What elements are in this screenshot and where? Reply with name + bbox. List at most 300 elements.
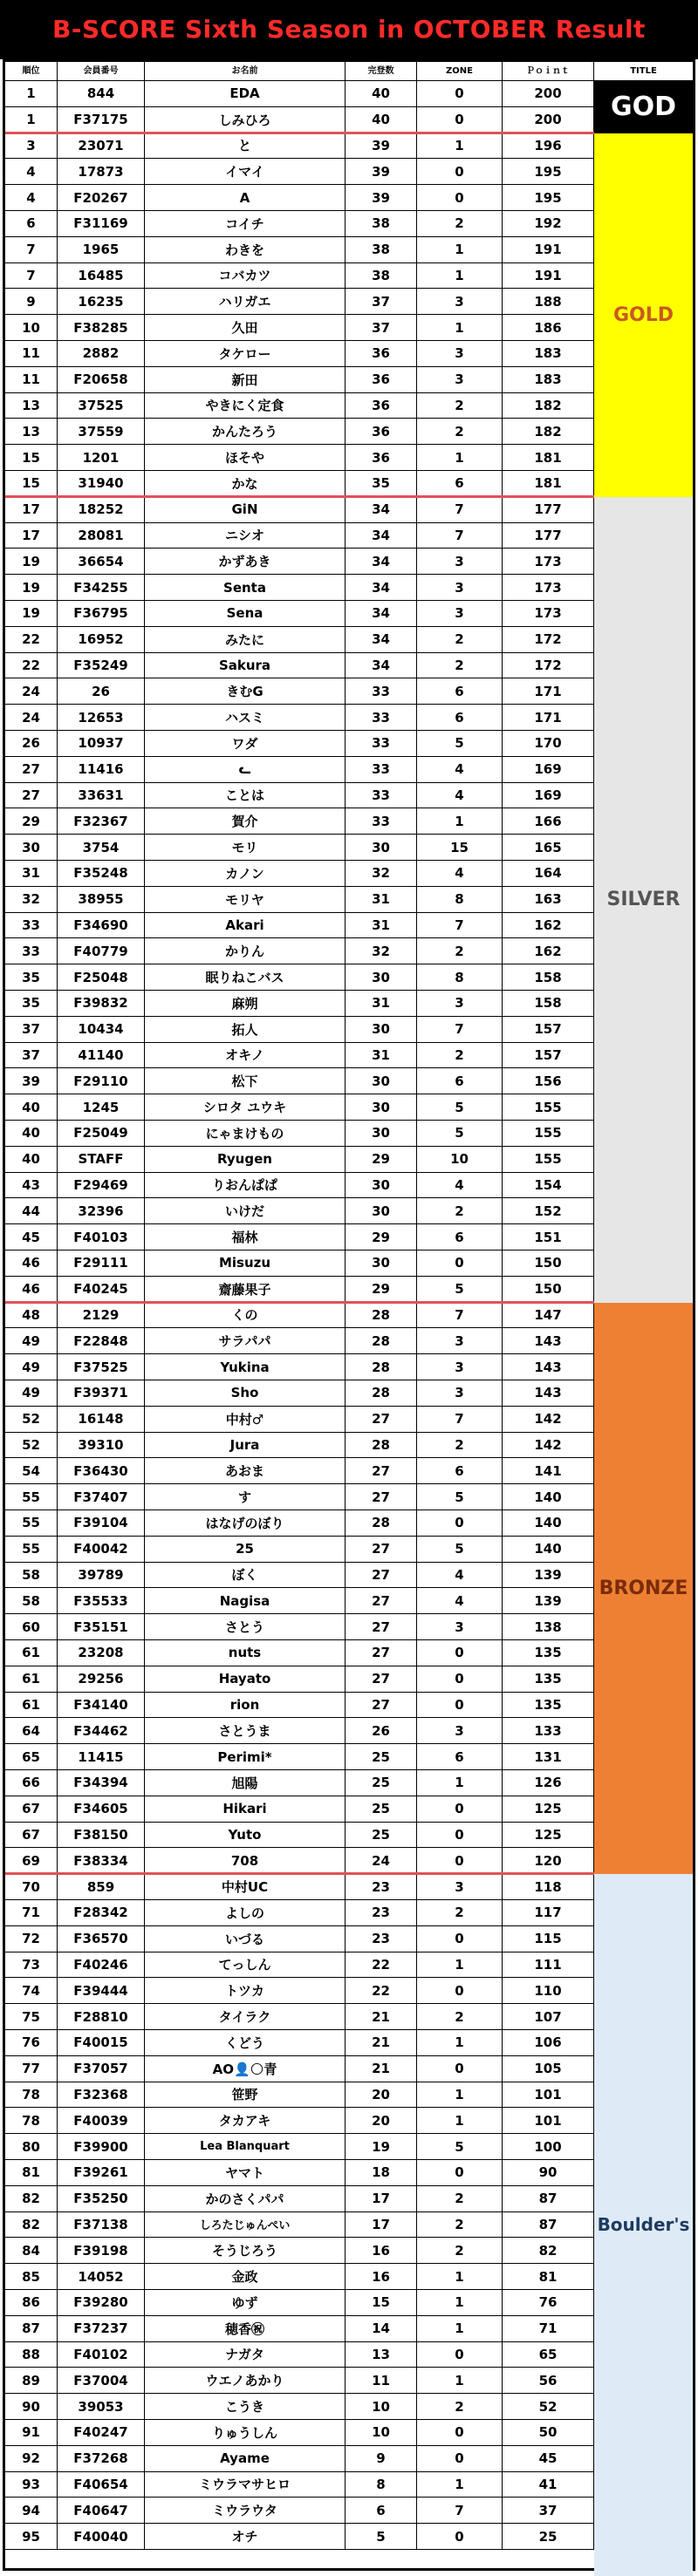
member-id-cell: 37525	[58, 393, 145, 419]
member-id-cell: F39261	[58, 2160, 145, 2185]
point-cell: 81	[503, 2264, 594, 2289]
table-row	[5, 1900, 594, 1926]
rank-cell: 17	[5, 497, 58, 522]
member-id-cell: F35533	[58, 1588, 145, 1613]
point-cell: 172	[503, 627, 594, 652]
name-cell: コイチ	[145, 211, 346, 236]
rank-cell: 27	[5, 757, 58, 782]
zone-cell: 2	[417, 1900, 503, 1925]
table-row	[5, 1068, 594, 1094]
zone-cell: 0	[417, 1693, 503, 1718]
zone-cell: 0	[417, 1978, 503, 2003]
table-row	[5, 1328, 594, 1354]
sends-cell: 5	[346, 2524, 417, 2549]
rank-cell: 95	[5, 2524, 58, 2549]
zone-cell: 6	[417, 705, 503, 730]
zone-cell: 3	[417, 1718, 503, 1743]
name-cell: タカアキ	[145, 2108, 346, 2133]
sends-cell: 27	[346, 1614, 417, 1639]
sends-cell: 28	[346, 1510, 417, 1536]
table-row	[5, 2212, 594, 2239]
name-cell: GiN	[145, 497, 346, 522]
name-cell: さとう	[145, 1614, 346, 1639]
sends-cell: 29	[346, 1277, 417, 1302]
point-cell: 56	[503, 2368, 594, 2393]
rank-cell: 61	[5, 1640, 58, 1666]
point-cell: 125	[503, 1823, 594, 1848]
table-row	[5, 2108, 594, 2134]
zone-cell: 7	[417, 497, 503, 522]
name-cell: Jura	[145, 1433, 346, 1458]
zone-cell: 3	[417, 575, 503, 600]
rank-cell: 92	[5, 2446, 58, 2471]
member-id-cell: F38285	[58, 315, 145, 340]
rank-cell: 45	[5, 1224, 58, 1250]
member-id-cell: F34255	[58, 575, 145, 600]
name-cell: モリヤ	[145, 887, 346, 912]
point-cell: 151	[503, 1224, 594, 1250]
member-id-cell: F39280	[58, 2290, 145, 2315]
table-row	[5, 1433, 594, 1459]
point-cell: 143	[503, 1354, 594, 1380]
table-row	[5, 1354, 594, 1380]
sends-cell: 25	[346, 1796, 417, 1822]
point-cell: 135	[503, 1666, 594, 1692]
zone-cell: 0	[417, 1823, 503, 1848]
member-id-cell: 14052	[58, 2264, 145, 2289]
point-cell: 195	[503, 159, 594, 184]
sends-cell: 21	[346, 2056, 417, 2082]
zone-cell: 1	[417, 1952, 503, 1978]
member-id-cell: F40102	[58, 2342, 145, 2368]
name-cell: モリ	[145, 835, 346, 860]
name-cell: こうき	[145, 2394, 346, 2419]
zone-cell: 5	[417, 1537, 503, 1562]
table-row	[5, 1563, 594, 1589]
rank-cell: 30	[5, 835, 58, 860]
table-row	[5, 2394, 594, 2420]
point-cell: 115	[503, 1926, 594, 1952]
point-cell: 171	[503, 705, 594, 730]
table-row	[5, 1147, 594, 1173]
rank-cell: 15	[5, 445, 58, 470]
name-cell: オキノ	[145, 1043, 346, 1068]
member-id-cell: F29111	[58, 1251, 145, 1276]
zone-cell: 4	[417, 1563, 503, 1588]
rank-cell: 4	[5, 185, 58, 210]
rank-cell: 29	[5, 808, 58, 834]
table-row	[5, 1094, 594, 1121]
rank-cell: 35	[5, 964, 58, 990]
member-id-cell: F35250	[58, 2186, 145, 2211]
tier-label: GOD	[610, 92, 677, 123]
rank-cell: 13	[5, 393, 58, 419]
table-row	[5, 1718, 594, 1744]
sends-cell: 27	[346, 1537, 417, 1562]
member-id-cell: F29110	[58, 1068, 145, 1094]
point-cell: 170	[503, 731, 594, 756]
member-id-cell: F37175	[58, 107, 145, 133]
rank-cell: 1	[5, 81, 58, 106]
zone-cell: 2	[417, 1198, 503, 1223]
rank-cell: 72	[5, 1926, 58, 1952]
zone-header: ZONE	[417, 62, 503, 80]
point-cell: 173	[503, 575, 594, 600]
member-id-cell: 28081	[58, 523, 145, 549]
point-cell: 106	[503, 2030, 594, 2055]
table-row	[5, 1121, 594, 1147]
results-table	[3, 59, 695, 2571]
table-row	[5, 1017, 594, 1043]
member-id-cell: 10937	[58, 731, 145, 756]
point-cell: 192	[503, 211, 594, 236]
zone-cell: 2	[417, 2394, 503, 2419]
name-header: お名前	[145, 62, 346, 80]
zone-cell: 6	[417, 678, 503, 704]
sends-cell: 27	[346, 1693, 417, 1718]
table-row	[5, 315, 594, 341]
rank-cell: 13	[5, 419, 58, 444]
table-row	[5, 2316, 594, 2342]
name-cell: rion	[145, 1693, 346, 1718]
rank-cell: 31	[5, 861, 58, 886]
point-cell: 196	[503, 133, 594, 159]
zone-cell: 1	[417, 2290, 503, 2315]
rank-cell: 58	[5, 1563, 58, 1588]
zone-cell: 3	[417, 1380, 503, 1406]
name-cell: いけだ	[145, 1198, 346, 1223]
name-cell: ことは	[145, 783, 346, 808]
name-cell: 麻朔	[145, 991, 346, 1016]
zone-cell: 1	[417, 237, 503, 262]
table-row	[5, 1380, 594, 1407]
member-id-cell: 39789	[58, 1563, 145, 1588]
sends-cell: 30	[346, 964, 417, 990]
sends-cell: 34	[346, 627, 417, 652]
point-cell: 101	[503, 2082, 594, 2108]
sends-cell: 39	[346, 133, 417, 159]
sends-cell: 27	[346, 1563, 417, 1588]
zone-cell: 1	[417, 2108, 503, 2133]
rank-cell: 19	[5, 549, 58, 574]
table-row	[5, 653, 594, 679]
zone-cell: 4	[417, 783, 503, 808]
name-cell: Sho	[145, 1380, 346, 1406]
member-id-cell: F38334	[58, 1848, 145, 1873]
sends-cell: 28	[346, 1303, 417, 1328]
table-row	[5, 393, 594, 419]
name-cell: かんたろう	[145, 419, 346, 444]
member-id-cell: F36570	[58, 1926, 145, 1952]
zone-cell: 8	[417, 964, 503, 990]
rank-cell: 55	[5, 1510, 58, 1536]
rank-cell: 6	[5, 211, 58, 236]
member-id-cell: 17873	[58, 159, 145, 184]
name-cell: りゅうしん	[145, 2420, 346, 2445]
table-row	[5, 731, 594, 757]
rank-cell: 64	[5, 1718, 58, 1743]
member-id-cell: 26	[58, 678, 145, 704]
name-cell: サラパパ	[145, 1328, 346, 1353]
sends-cell: 28	[346, 1354, 417, 1380]
member-id-cell: 23208	[58, 1640, 145, 1666]
zone-cell: 0	[417, 185, 503, 210]
table-row	[5, 1224, 594, 1251]
point-cell: 154	[503, 1173, 594, 1198]
name-cell: ミウラマサヒロ	[145, 2472, 346, 2498]
table-row	[5, 2420, 594, 2446]
table-row	[5, 964, 594, 991]
zone-cell: 4	[417, 861, 503, 886]
rank-cell: 70	[5, 1874, 58, 1899]
table-row	[5, 1848, 594, 1874]
member-id-cell: 41140	[58, 1043, 145, 1068]
zone-cell: 2	[417, 2238, 503, 2263]
rank-cell: 9	[5, 289, 58, 314]
name-cell: Hayato	[145, 1666, 346, 1692]
member-id-cell: 11415	[58, 1744, 145, 1769]
member-id-cell: F40779	[58, 938, 145, 964]
zone-cell: 3	[417, 341, 503, 366]
rank-cell: 52	[5, 1433, 58, 1458]
point-cell: 155	[503, 1121, 594, 1146]
zone-cell: 0	[417, 1666, 503, 1692]
point-cell: 157	[503, 1017, 594, 1042]
table-row	[5, 887, 594, 913]
member-id-cell: F25049	[58, 1121, 145, 1146]
sends-cell: 19	[346, 2134, 417, 2159]
sends-cell: 28	[346, 1380, 417, 1406]
sends-cell: 30	[346, 1121, 417, 1146]
sends-cell: 11	[346, 2368, 417, 2393]
name-cell: くの	[145, 1303, 346, 1328]
member-id-cell: F32367	[58, 808, 145, 834]
rank-cell: 77	[5, 2056, 58, 2082]
table-row	[5, 1614, 594, 1640]
member-id-cell: F34394	[58, 1770, 145, 1796]
zone-cell: 6	[417, 1458, 503, 1483]
name-cell: タイラク	[145, 2004, 346, 2029]
table-row	[5, 678, 594, 705]
zone-cell: 6	[417, 1068, 503, 1094]
member-id-header: 会員番号	[58, 62, 145, 80]
rank-cell: 58	[5, 1588, 58, 1613]
member-id-cell: F40647	[58, 2498, 145, 2523]
member-id-cell: 36654	[58, 549, 145, 574]
member-id-cell: F35151	[58, 1614, 145, 1639]
sends-cell: 25	[346, 1823, 417, 1848]
tier-title-gold	[594, 133, 693, 497]
name-cell: Sakura	[145, 653, 346, 678]
member-id-cell: 10434	[58, 1017, 145, 1042]
sends-cell: 35	[346, 471, 417, 496]
sends-cell: 22	[346, 1952, 417, 1978]
rank-cell: 40	[5, 1094, 58, 1120]
member-id-cell: 2129	[58, 1303, 145, 1328]
tier-title-bronze	[594, 1303, 693, 1875]
member-id-cell: F38150	[58, 1823, 145, 1848]
name-cell: 久田	[145, 315, 346, 340]
member-id-cell: F40103	[58, 1224, 145, 1250]
point-cell: 191	[503, 237, 594, 262]
point-cell: 181	[503, 445, 594, 470]
rank-cell: 65	[5, 1744, 58, 1769]
table-row	[5, 808, 594, 835]
point-cell: 177	[503, 497, 594, 522]
member-id-cell: F39900	[58, 2134, 145, 2159]
name-cell: Sena	[145, 601, 346, 626]
zone-cell: 5	[417, 731, 503, 756]
zone-cell: 3	[417, 1354, 503, 1380]
zone-cell: 1	[417, 315, 503, 340]
member-id-cell: F28810	[58, 2004, 145, 2029]
rank-cell: 1	[5, 107, 58, 133]
table-row	[5, 1823, 594, 1849]
name-cell: ぼく	[145, 1563, 346, 1588]
zone-cell: 7	[417, 913, 503, 938]
name-cell: Yuto	[145, 1823, 346, 1848]
table-row	[5, 1043, 594, 1069]
sends-cell: 34	[346, 549, 417, 574]
table-row	[5, 2056, 594, 2082]
rank-cell: 26	[5, 731, 58, 756]
name-cell: やきにく定食	[145, 393, 346, 419]
point-cell: 76	[503, 2290, 594, 2315]
point-cell: 90	[503, 2160, 594, 2185]
sends-header: 完登数	[346, 62, 417, 80]
name-cell: きむG	[145, 678, 346, 704]
sends-cell: 17	[346, 2212, 417, 2238]
sends-cell: 27	[346, 1640, 417, 1666]
member-id-cell: F39444	[58, 1978, 145, 2003]
rank-cell: 78	[5, 2082, 58, 2108]
point-cell: 158	[503, 991, 594, 1016]
table-row	[5, 2290, 594, 2316]
table-row	[5, 1952, 594, 1979]
member-id-cell: 3754	[58, 835, 145, 860]
name-cell: みたに	[145, 627, 346, 652]
rank-cell: 44	[5, 1198, 58, 1223]
point-cell: 155	[503, 1094, 594, 1120]
table-row	[5, 2030, 594, 2056]
zone-cell: 0	[417, 2446, 503, 2471]
sends-cell: 30	[346, 1068, 417, 1094]
table-row	[5, 497, 594, 523]
rank-cell: 81	[5, 2160, 58, 2185]
sends-cell: 9	[346, 2446, 417, 2471]
point-cell: 100	[503, 2134, 594, 2159]
table-row	[5, 1666, 594, 1693]
rank-cell: 35	[5, 991, 58, 1016]
name-cell: シロタ ユウキ	[145, 1094, 346, 1120]
name-cell: 25	[145, 1537, 346, 1562]
name-cell: nuts	[145, 1640, 346, 1666]
point-cell: 156	[503, 1068, 594, 1094]
rank-cell: 24	[5, 705, 58, 730]
name-cell: ハスミ	[145, 705, 346, 730]
sends-cell: 8	[346, 2472, 417, 2498]
member-id-cell: F39371	[58, 1380, 145, 1406]
sends-cell: 10	[346, 2420, 417, 2445]
member-id-cell: 11416	[58, 757, 145, 782]
zone-cell: 3	[417, 991, 503, 1016]
zone-cell: 2	[417, 211, 503, 236]
rank-cell: 49	[5, 1354, 58, 1380]
name-cell: いづる	[145, 1926, 346, 1952]
point-cell: 107	[503, 2004, 594, 2029]
tier-label: SILVER	[606, 889, 681, 911]
rank-cell: 71	[5, 1900, 58, 1925]
name-cell: と	[145, 133, 346, 159]
table-row	[5, 81, 594, 107]
point-cell: 126	[503, 1770, 594, 1796]
zone-cell: 2	[417, 653, 503, 678]
point-cell: 183	[503, 341, 594, 366]
point-cell: 152	[503, 1198, 594, 1223]
zone-cell: 1	[417, 133, 503, 159]
rank-cell: 33	[5, 938, 58, 964]
sends-cell: 37	[346, 289, 417, 314]
point-cell: 171	[503, 678, 594, 704]
member-id-cell: F31169	[58, 211, 145, 236]
table-row	[5, 1693, 594, 1719]
point-cell: 150	[503, 1251, 594, 1276]
zone-cell: 2	[417, 2186, 503, 2211]
rank-cell: 11	[5, 341, 58, 366]
zone-cell: 3	[417, 289, 503, 314]
table-row	[5, 2082, 594, 2109]
member-id-cell: F36795	[58, 601, 145, 626]
sends-cell: 28	[346, 1433, 417, 1458]
zone-cell: 1	[417, 808, 503, 834]
name-cell: ナガタ	[145, 2342, 346, 2368]
member-id-cell: 859	[58, 1874, 145, 1899]
zone-cell: 1	[417, 2082, 503, 2108]
rank-cell: 48	[5, 1303, 58, 1328]
member-id-cell: F34140	[58, 1693, 145, 1718]
name-cell: Perimi*	[145, 1744, 346, 1769]
sends-cell: 25	[346, 1770, 417, 1796]
sends-cell: 37	[346, 315, 417, 340]
name-cell: くどう	[145, 2030, 346, 2055]
rank-cell: 22	[5, 653, 58, 678]
zone-cell: 0	[417, 107, 503, 133]
point-header: Ｐｏｉｎｔ	[503, 62, 594, 80]
name-cell: す	[145, 1484, 346, 1509]
table-row	[5, 523, 594, 549]
zone-cell: 6	[417, 1744, 503, 1769]
name-cell: りおんぱぱ	[145, 1173, 346, 1198]
sends-cell: 6	[346, 2498, 417, 2523]
sends-cell: 29	[346, 1147, 417, 1172]
table-row	[5, 107, 594, 133]
zone-cell: 2	[417, 2004, 503, 2029]
name-cell: Nagisa	[145, 1588, 346, 1613]
rank-header: 順位	[5, 62, 58, 80]
member-id-cell: 39310	[58, 1433, 145, 1458]
point-cell: 50	[503, 2420, 594, 2445]
rank-cell: 19	[5, 601, 58, 626]
name-cell: Senta	[145, 575, 346, 600]
sends-cell: 36	[346, 419, 417, 444]
member-id-cell: F35248	[58, 861, 145, 886]
table-row	[5, 263, 594, 290]
member-id-cell: 1965	[58, 237, 145, 262]
rank-cell: 55	[5, 1537, 58, 1562]
name-cell: かずあき	[145, 549, 346, 574]
point-cell: 162	[503, 913, 594, 938]
sends-cell: 38	[346, 237, 417, 262]
